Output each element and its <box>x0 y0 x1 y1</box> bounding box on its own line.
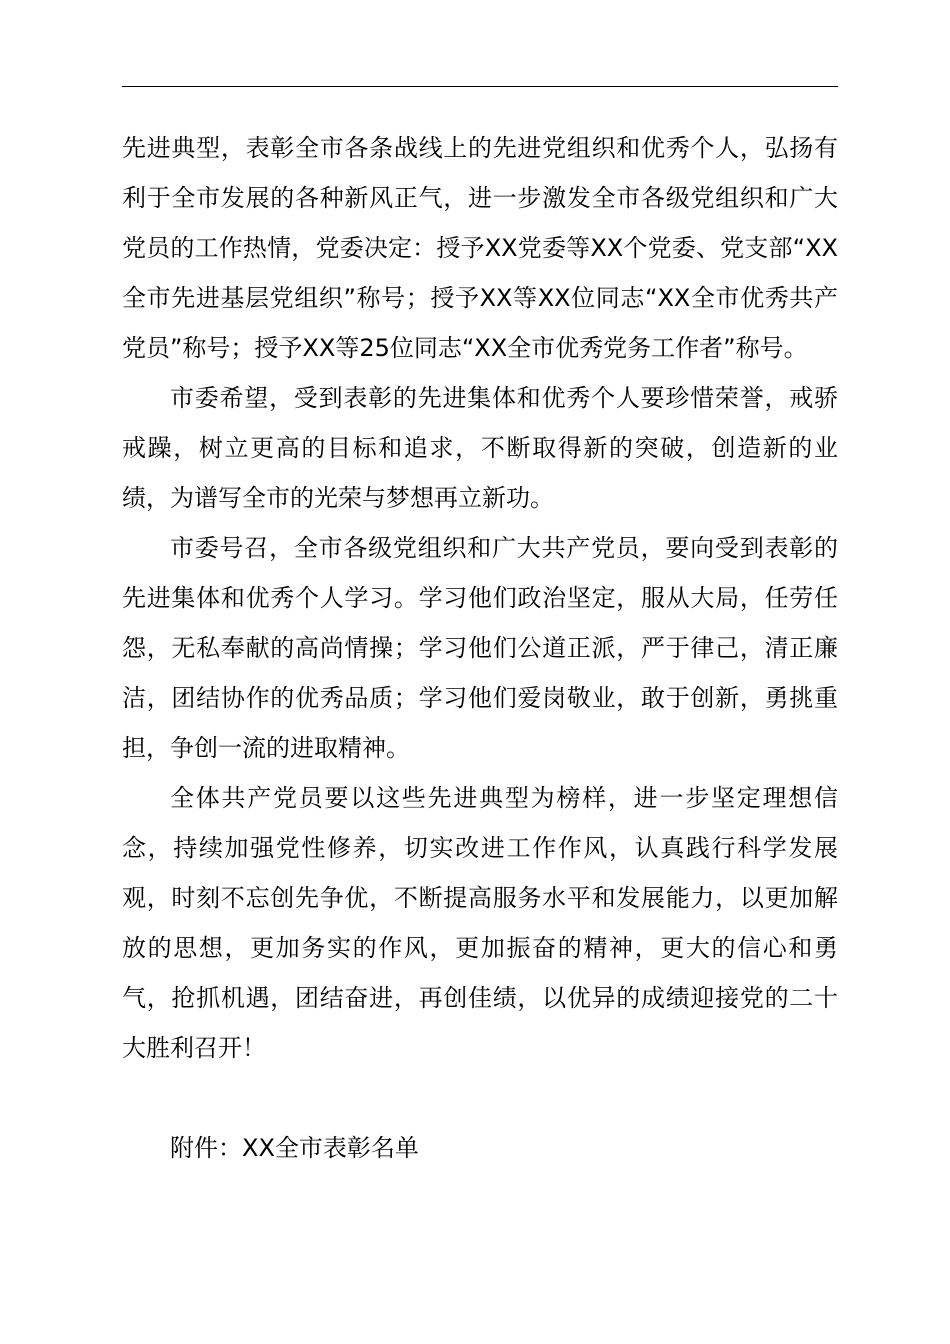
blank-line <box>122 1073 838 1123</box>
paragraph-committee-hope: 市委希望，受到表彰的先进集体和优秀个人要珍惜荣誉，戒骄戒躁，树立更高的目标和追求，不断取得新的突破，创造新的业绩，为谱写全市的光荣与梦想再立新功。 <box>122 384 838 512</box>
attachment-line: 附件：XX全市表彰名单 <box>170 1134 419 1162</box>
paragraph-all-members: 全体共产党员要以这些先进典型为榜样，进一步坚定理想信念，持续加强党性修养，切实改进工作作风，认真践行科学发展观，时刻不忘创先争优，不断提高服务水平和发展能力，以更加解放的思想，更加务实的作风，更加振奋的精神，更大的信心和勇气，抢抓机遇，团结奋进，再创佳绩，以优异的成绩迎接党的二十大胜利召开！ <box>122 784 838 1062</box>
header-rule <box>122 86 838 87</box>
paragraph-commendation-decision: 先进典型，表彰全市各条战线上的先进党组织和优秀个人，弘扬有利于全市发展的各种新风正气，进一步激发全市各级党组织和广大党员的工作热情，党委决定：授予XX党委等XX个党委、党支部“XX全市先进基层党组织”称号；授予XX等XX位同志“XX全市优秀共产党员”称号；授予XX等25位同志“XX全市优秀党务工作者”称号。 <box>122 134 838 362</box>
paragraph-committee-call: 市委号召，全市各级党组织和广大共产党员，要向受到表彰的先进集体和优秀个人学习。学习他们政治坚定，服从大局，任劳任怨，无私奉献的高尚情操；学习他们公道正派，严于律己，清正廉洁，团结协作的优秀品质；学习他们爱岗敬业，敢于创新，勇挑重担，争创一流的进取精神。 <box>122 534 838 762</box>
document-body <box>122 123 838 1173</box>
